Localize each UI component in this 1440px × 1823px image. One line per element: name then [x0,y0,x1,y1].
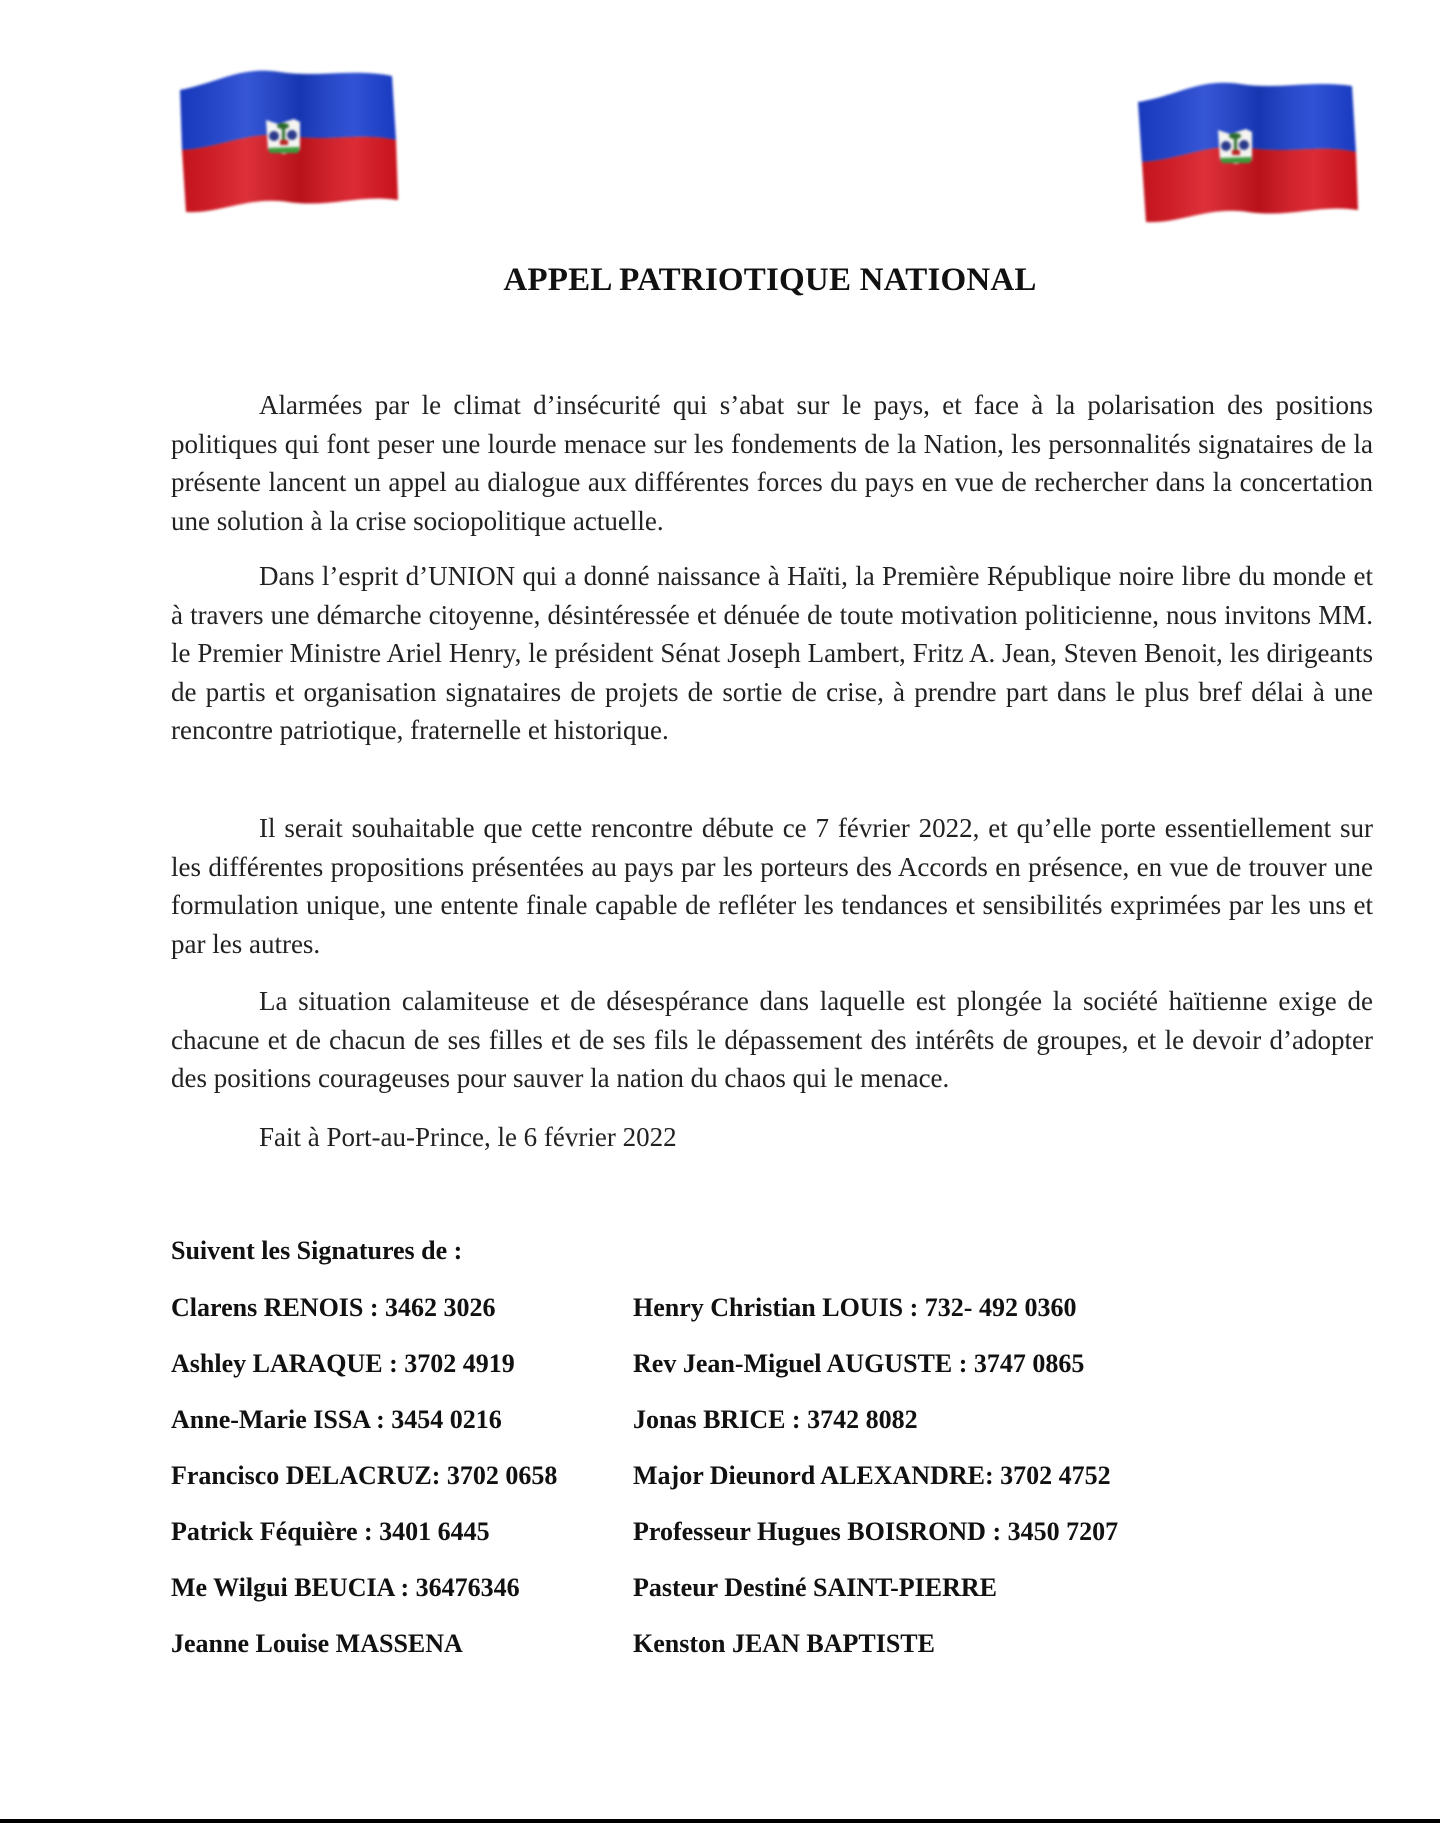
signature-entry: Henry Christian LOUIS : 732- 492 0360 [633,1293,1077,1322]
signature-entry: Clarens RENOIS : 3462 3026 [171,1293,496,1322]
bottom-border-divider [0,1819,1440,1823]
signature-entry: Rev Jean-Miguel AUGUSTE : 3747 0865 [633,1349,1085,1378]
signature-entry: Major Dieunord ALEXANDRE: 3702 4752 [633,1461,1111,1490]
signature-entry: Jeanne Louise MASSENA [171,1629,463,1658]
signature-entry: Pasteur Destiné SAINT-PIERRE [633,1573,998,1602]
signature-entry: Jonas BRICE : 3742 8082 [633,1405,918,1434]
paragraph-text: Alarmées par le climat d’insécurité qui s’abat sur le pays, et face à la polarisation des positions politiques qui font peser une lourde menace sur les fondements de la Nation, les personnalités signataires de la présente lancent un appel au dialogue aux différentes forces du pays en vue de rechercher dans la concertation une solution à la crise sociopolitique actuelle. [171,390,1373,536]
signature-entry: Kenston JEAN BAPTISTE [633,1629,935,1658]
haiti-flag-icon-left [170,62,406,222]
document-title: APPEL PATRIOTIQUE NATIONAL [503,262,1037,298]
signature-entry: Anne-Marie ISSA : 3454 0216 [171,1405,502,1434]
coat-of-arms-icon [266,119,300,154]
signatures-column-left [171,1292,557,1684]
paragraph-4 [171,982,1373,1098]
haiti-flag-icon-right [1130,72,1366,232]
signature-entry: Professeur Hugues BOISROND : 3450 7207 [633,1517,1119,1546]
paragraph-3 [171,809,1373,963]
coat-of-arms-icon [1218,129,1252,164]
signature-entry: Me Wilgui BEUCIA : 36476346 [171,1573,520,1602]
signatures-heading: Suivent les Signatures de : [171,1236,463,1265]
paragraph-1 [171,386,1373,540]
dateline [171,1118,1373,1157]
paragraph-text: La situation calamiteuse et de désespérance dans laquelle est plongée la société haïtienne exige de chacune et de chacun de ses filles et de ses fils le dépassement des intérêts de groupes, et le devoir d’adopter des positions courageuses pour sauver la nation du chaos qui le menace. [171,986,1373,1093]
paragraph-2 [171,557,1373,750]
paragraph-text: Dans l’esprit d’UNION qui a donné naissance à Haïti, la Première République noire libre du monde et à travers une démarche citoyenne, désintéressée et dénuée de toute motivation politicienne, nous invitons MM. le Premier Ministre Ariel Henry, le président Sénat Joseph Lambert, Fritz A. Jean, Steven Benoit, les dirigeants de partis et organisation signataires de projets de sortie de crise, à prendre part dans le plus bref délai à une rencontre patriotique, fraternelle et historique. [171,561,1373,745]
dateline-text: Fait à Port-au-Prince, le 6 février 2022 [259,1122,677,1152]
paragraph-text: Il serait souhaitable que cette rencontre débute ce 7 février 2022, et qu’elle porte essentiellement sur les différentes propositions présentées au pays par les porteurs des Accords en présence, en vue de trouver une formulation unique, une entente finale capable de refléter les tendances et sensibilités exprimées par les uns et par les autres. [171,813,1373,959]
signature-entry: Francisco DELACRUZ: 3702 0658 [171,1461,558,1490]
signature-entry: Ashley LARAQUE : 3702 4919 [171,1349,515,1378]
signatures-column-right [633,1292,1118,1684]
signature-entry: Patrick Féquière : 3401 6445 [171,1517,490,1546]
